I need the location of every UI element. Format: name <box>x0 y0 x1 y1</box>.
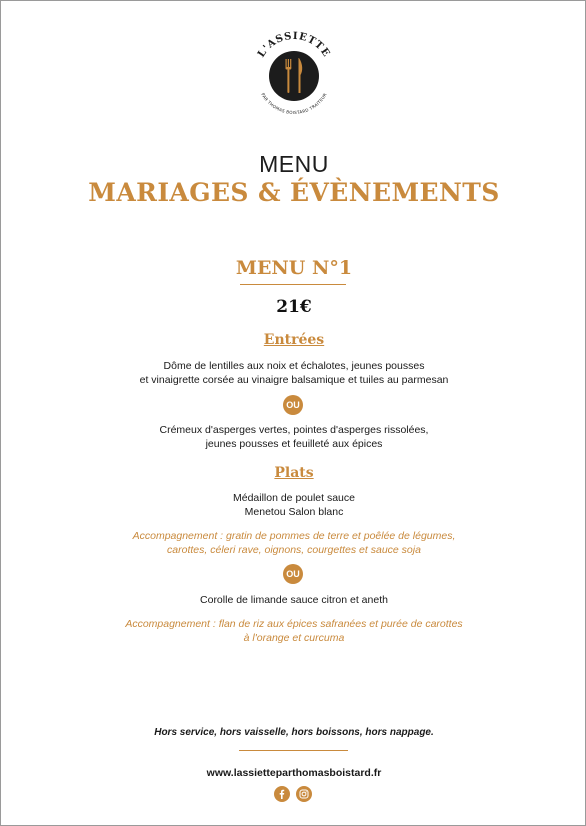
menu-price: 21€ <box>276 297 312 317</box>
entree-2-line-1: Crémeux d'asperges vertes, pointes d'asperges rissolées, <box>159 424 429 436</box>
title-divider <box>240 284 346 285</box>
facebook-icon[interactable] <box>274 786 290 802</box>
entree-2 <box>1 424 586 451</box>
logo-tagline: PAR THOMAS BOISTARD TRAITEUR <box>260 92 328 116</box>
menu-word: MENU <box>259 151 329 177</box>
instagram-icon[interactable] <box>296 786 312 802</box>
plat-2-acc-line-2: à l'orange et curcuma <box>243 631 345 644</box>
ou-badge: OU <box>283 564 303 584</box>
page-subtitle: MARIAGES & ÉVÈNEMENTS <box>88 178 500 207</box>
ou-badge: OU <box>283 395 303 415</box>
entree-1-line-2: et vinaigrette corsée au vinaigre balsamique et tuiles au parmesan <box>139 373 449 386</box>
footer-note: Hors service, hors vaisselle, hors boissons, hors nappage. <box>154 727 434 738</box>
plat-2-line-1: Corolle de limande sauce citron et aneth <box>200 594 388 606</box>
entree-2-line-2: jeunes pousses et feuilleté aux épices <box>205 437 383 450</box>
footer-divider <box>239 750 348 751</box>
plat-1 <box>1 492 586 519</box>
plat-1-acc-line-1: Accompagnement : gratin de pommes de terre et poêlée de légumes, <box>132 530 456 542</box>
logo <box>251 31 337 117</box>
plat-2-acc-line-1: Accompagnement : flan de riz aux épices safranées et purée de carottes <box>125 618 463 630</box>
entree-1-line-1: Dôme de lentilles aux noix et échalotes, jeunes pousses <box>163 360 425 372</box>
entrees-heading: Entrées <box>263 332 325 348</box>
plats-heading: Plats <box>274 465 314 481</box>
plat-1-acc-line-2: carottes, céleri rave, oignons, courgettes et sauce soja <box>167 543 421 556</box>
plat-2 <box>1 594 586 608</box>
plat-1-line-2: Menetou Salon blanc <box>244 505 344 518</box>
plat-1-accompaniment <box>1 530 586 557</box>
menu-title: MENU N°1 <box>235 257 353 279</box>
website-link[interactable]: www.lassietteparthomasboistard.fr <box>206 767 382 779</box>
plat-1-line-1: Médaillon de poulet sauce <box>232 492 355 504</box>
entree-1 <box>1 360 586 387</box>
logo-brand: L'ASSIETTE <box>256 31 332 60</box>
logo-plate <box>269 51 319 101</box>
plat-2-accompaniment <box>1 618 586 645</box>
